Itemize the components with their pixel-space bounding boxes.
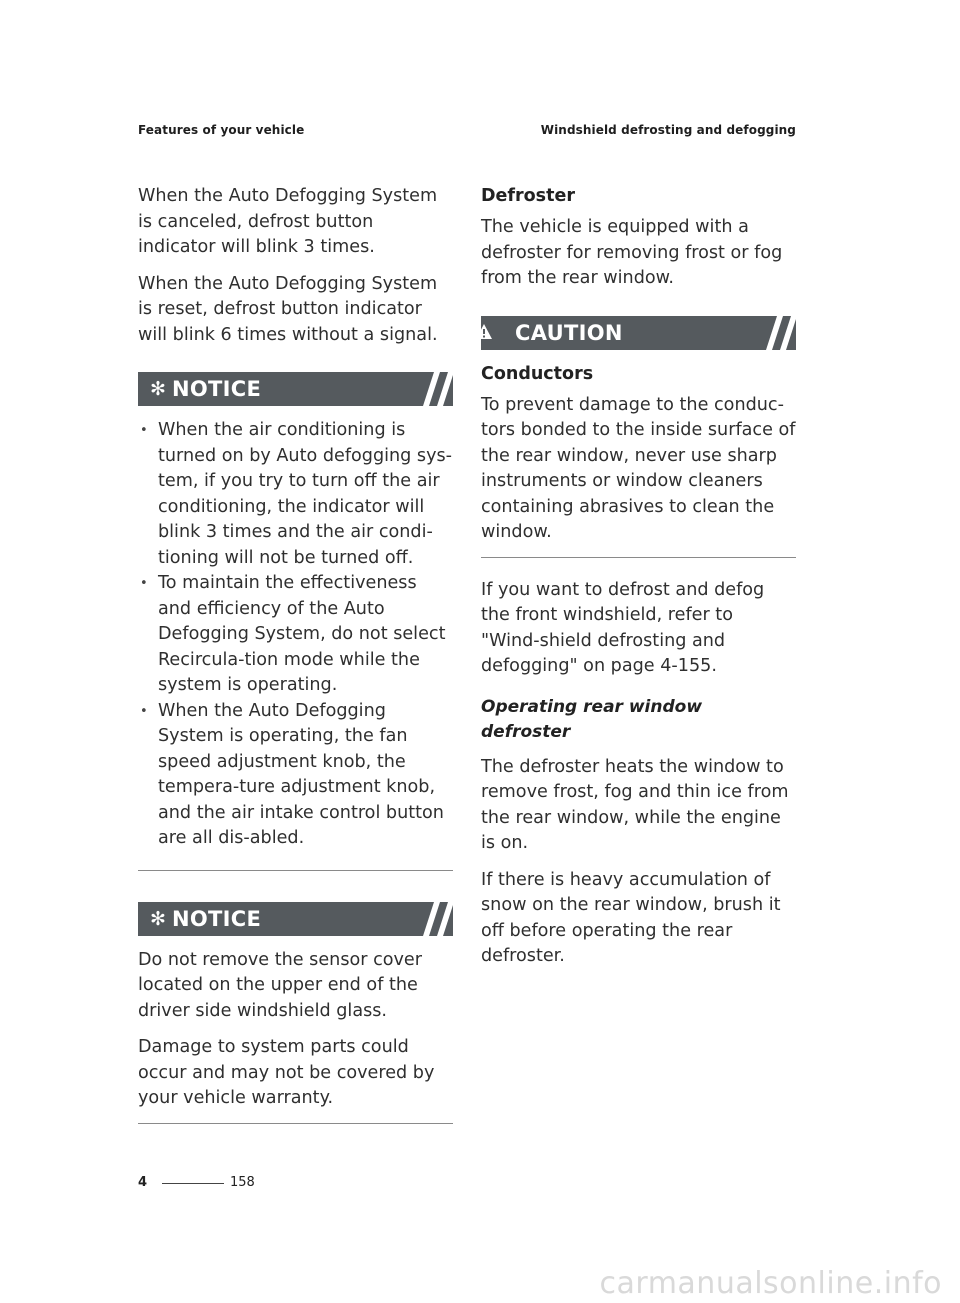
watermark: carmanualsonline.info [599,1266,942,1301]
running-header-section: Features of your vehicle [138,123,305,137]
notice-bullet-list [138,418,453,852]
warranty-text: Damage to system parts could occur and may not be covered by your vehicle warranty. [138,1037,435,1108]
operating-heading: Operating rear window defroster [481,696,703,742]
chapter-number: 4 [138,1175,148,1190]
notice-banner [138,902,453,936]
snow-accumulation-text: If there is heavy accumulation of snow on the rear window, brush it off before operating the rear defroster. [481,869,781,966]
section-divider [138,1123,453,1124]
auto-defog-cancel-text: When the Auto Defogging System is canceled, defrost button indicator will blink 3 times. [138,186,438,257]
section-divider [481,557,796,558]
sensor-cover-text: Do not remove the sensor cover located on the upper end of the driver side windshield glass. [138,949,422,1021]
slash-stripes-icon [407,902,453,936]
caution-banner [481,316,796,350]
notice-label: NOTICE [172,906,262,931]
right-column [481,184,796,981]
left-column [138,184,453,1124]
snowflake-icon: ✻ [150,907,166,930]
conductors-heading: Conductors [481,363,594,384]
slash-stripes-icon [750,316,796,350]
list-item: • When the air conditioning is turned on by Auto defogging sys-tem, if you try to turn off the air conditioning, the indicator will blink 3 times and the air condi-tioning will not be turned off. [138,418,453,571]
refer-text: If you want to defrost and defog the front windshield, refer to "Wind-shield defrosting and defogging" on page 4-155. [481,579,765,676]
snowflake-icon: ✻ [150,378,166,400]
slash-stripes-icon [407,372,453,406]
auto-defog-reset-text: When the Auto Defogging System is reset, defrost button indicator will blink 6 times without a signal. [138,273,438,345]
footer-divider [162,1183,224,1184]
operating-text: The defroster heats the window to remove frost, fog and thin ice from the rear window, while the engine is on. [481,756,789,853]
list-item: • When the Auto Defogging System is operating, the fan speed adjustment knob, the tempera-ture adjustment knob, and the air intake control button are all dis-abled. [138,699,453,852]
section-divider [138,870,453,871]
defroster-text: The vehicle is equipped with a defroster for removing frost or fog from the rear window. [481,217,783,288]
caution-label: CAUTION [515,320,623,345]
running-header-topic: Windshield defrosting and defogging [540,123,796,137]
list-item: • To maintain the effectiveness and efficiency of the Auto Defogging System, do not select Recircula-tion mode while the system is operating. [138,571,453,699]
defroster-heading: Defroster [481,186,575,206]
conductors-text: To prevent damage to the conduc-tors bonded to the inside surface of the rear window, never use sharp instruments or window cleaners containing abrasives to clean the window. [481,394,796,542]
notice-banner [138,372,453,406]
notice-label: NOTICE [172,377,262,401]
page-number: 158 [230,1175,255,1190]
